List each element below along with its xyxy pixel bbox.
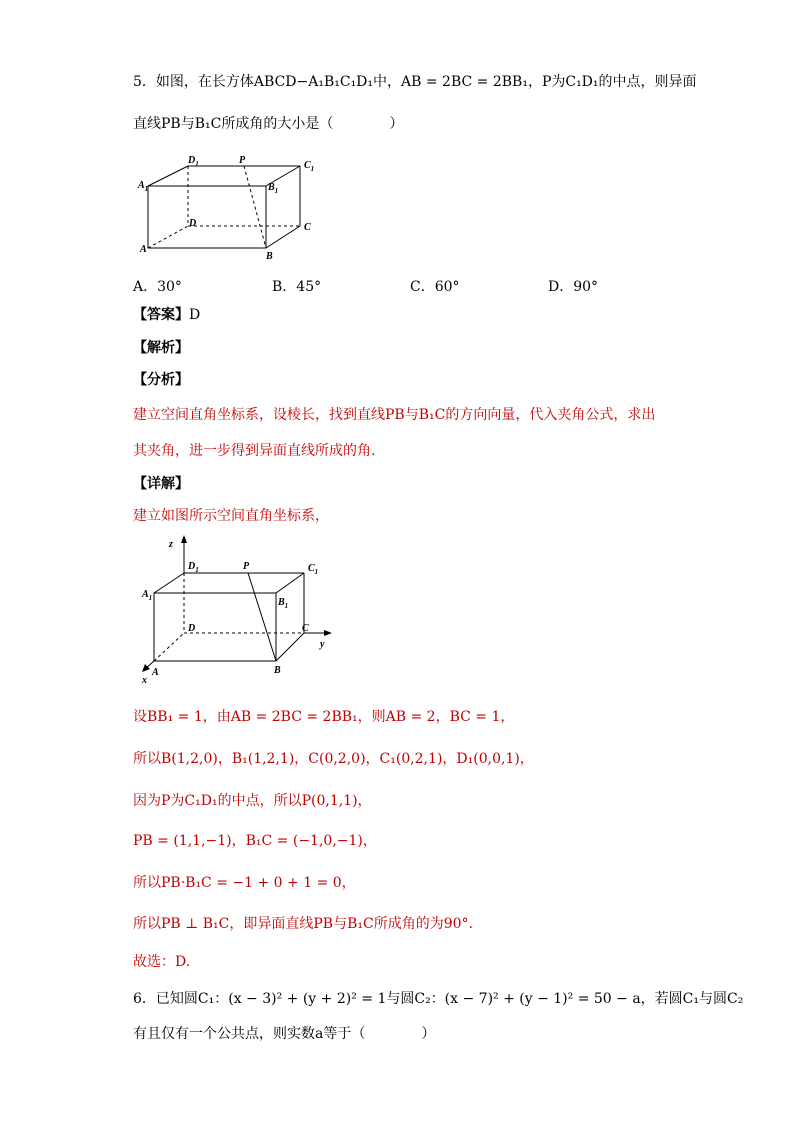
- cuboid-figure-1: [136, 148, 326, 263]
- q5-line1: 5．如图，在长方体ABCD−A₁B₁C₁D₁中，AB = 2BC = 2BB₁，P为C₁D₁的中点，则异面: [133, 74, 697, 90]
- label-A1-2: $A_1$: [142, 589, 153, 602]
- fenxi-line1: 建立空间直角坐标系，设棱长，找到直线PB与B₁C的方向向量，代入夹角公式，求出: [133, 407, 656, 423]
- q6-line2: 有且仅有一个公共点，则实数a等于（ ）: [133, 1026, 436, 1042]
- option-a: A．30°: [133, 279, 182, 295]
- label-B: B: [266, 251, 273, 262]
- label-B1-2: $B_1$: [278, 597, 289, 610]
- label-C1: $C_1$: [304, 160, 315, 173]
- option-d: D．90°: [548, 279, 599, 295]
- label-P: P: [239, 155, 246, 166]
- label-B-2: B: [274, 665, 281, 676]
- step-4: PB = (1,1,−1)，B₁C = (−1,0,−1)，: [133, 833, 377, 849]
- label-D1: $D_1$: [188, 155, 199, 168]
- detail-line1: 建立如图所示空间直角坐标系，: [133, 508, 329, 524]
- option-c: C．60°: [410, 279, 460, 295]
- axis-x-label: x: [142, 675, 147, 683]
- answer-value: D: [189, 307, 201, 323]
- subscript-one: 1: [274, 187, 279, 195]
- label-A1: $A_1$: [138, 180, 149, 193]
- step-3: 因为P为C₁D₁的中点，所以P(0,1,1)，: [133, 793, 372, 809]
- answer-row: [133, 305, 200, 325]
- label-C: C: [304, 222, 311, 233]
- analysis-heading: 【解析】: [133, 340, 189, 356]
- axis-y-label: y: [320, 639, 325, 650]
- label-D-2: D: [188, 623, 196, 634]
- label-C1-2: $C_1$: [308, 563, 319, 576]
- axis-z-label: z: [169, 539, 173, 550]
- step-1: 设BB₁ = 1，由AB = 2BC = 2BB₁，则AB = 2，BC = 1，: [133, 709, 515, 725]
- subscript-one: 1: [148, 594, 153, 602]
- subscript-one: 1: [314, 568, 319, 576]
- option-b: B．45°: [272, 279, 322, 295]
- label-D1-2: $D_1$: [188, 561, 199, 574]
- fenxi-heading: 【分析】: [133, 372, 189, 388]
- label-D: D: [189, 218, 197, 229]
- subscript-one: 1: [310, 165, 315, 173]
- step-6: 所以PB ⊥ B₁C，即异面直线PB与B₁C所成角的为90°.: [133, 916, 473, 932]
- label-P-2: P: [243, 561, 250, 572]
- cuboid-figure-2: [136, 533, 346, 683]
- fenxi-line2: 其夹角，进一步得到异面直线所成的角.: [133, 443, 376, 459]
- step-5: 所以PB·B₁C = −1 + 0 + 1 = 0，: [133, 875, 356, 891]
- step-2: 所以B(1,2,0)，B₁(1,2,1)，C(0,2,0)，C₁(0,2,1)，D₁(0,0,1)，: [133, 751, 534, 767]
- label-C-2: C: [302, 623, 309, 634]
- q5-line2: 直线PB与B₁C所成角的大小是（ ）: [133, 116, 404, 132]
- subscript-one: 1: [195, 566, 199, 574]
- subscript-one: 1: [144, 185, 149, 193]
- detail-heading: 【详解】: [133, 476, 189, 492]
- answer-label: 【答案】: [133, 307, 189, 323]
- step-7: 故选：D.: [133, 954, 191, 970]
- subscript-one: 1: [284, 602, 289, 610]
- label-A: A: [140, 244, 147, 255]
- subscript-one: 1: [195, 160, 199, 168]
- label-B1: $B_1$: [268, 182, 279, 195]
- label-A-2: A: [152, 667, 159, 678]
- q6-line1: 6．已知圆C₁：(x − 3)² + (y + 2)² = 1与圆C₂：(x − 7)² + (y − 1)² = 50 − a，若圆C₁与圆C₂: [133, 991, 744, 1007]
